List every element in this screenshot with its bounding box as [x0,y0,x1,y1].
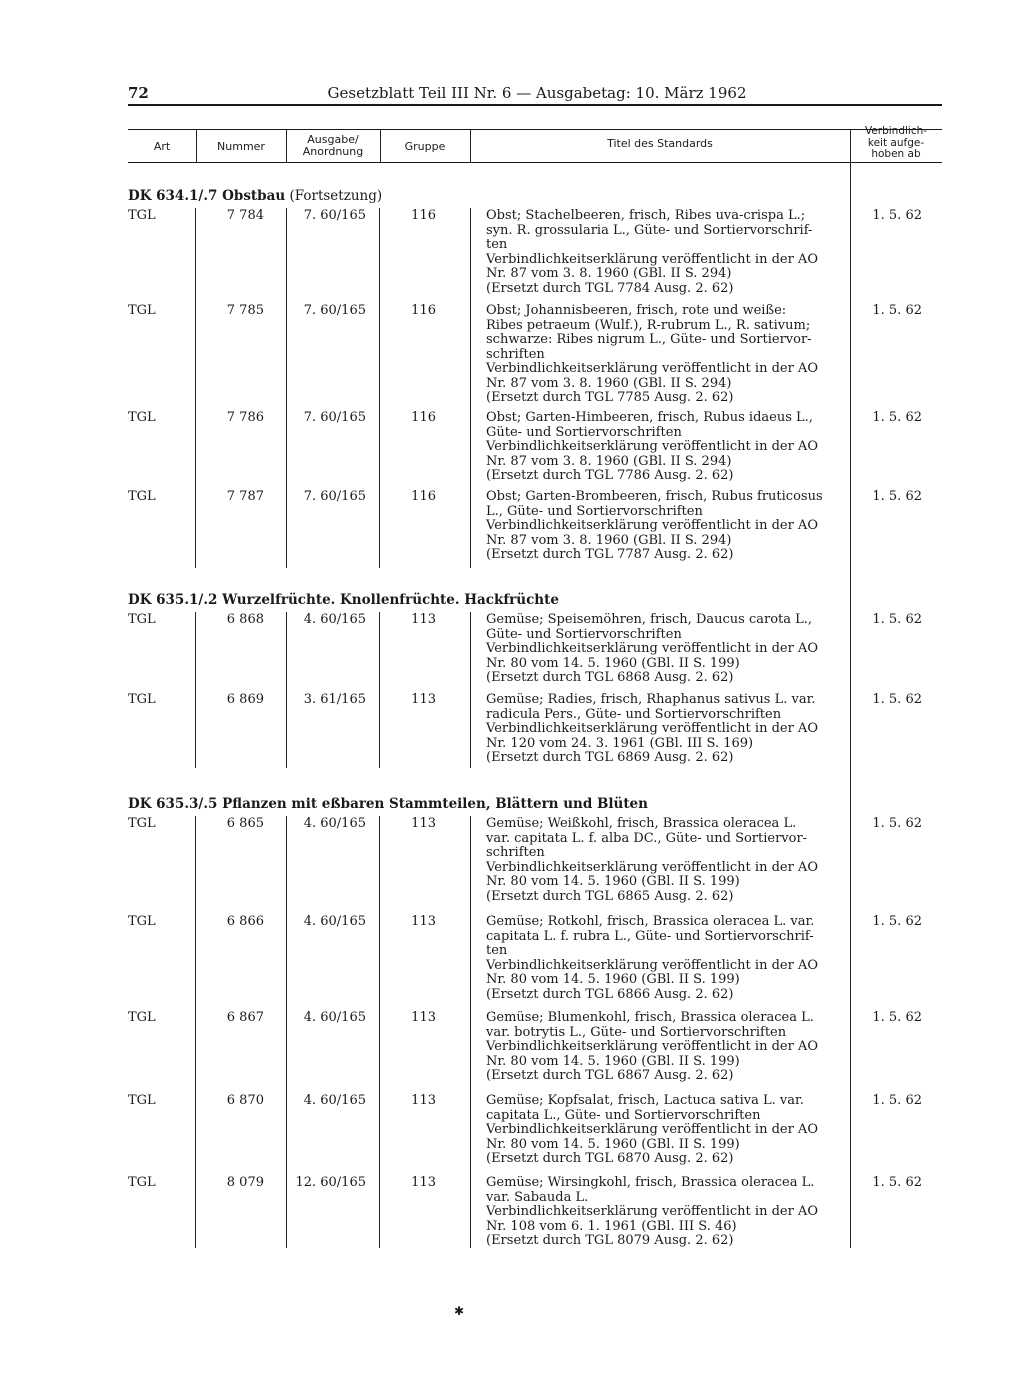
titel-line: schriften [486,346,545,362]
row-verbindlich: 1. 5. 62 [872,489,922,504]
titel-line: (Ersetzt durch TGL 7785 Ausg. 2. 62) [486,390,734,405]
titel-line: (Ersetzt durch TGL 6867 Ausg. 2. 62) [486,1068,734,1083]
titel-line: Ribes petraeum (Wulf.), R-rubrum L., R. sativum; [486,317,811,333]
column-header-verbindlich [850,126,942,161]
row-titel [486,490,846,563]
column-divider [286,612,287,768]
row-nummer: 7 787 [226,489,264,504]
row-verbindlich: 1. 5. 62 [872,1175,922,1190]
titel-line: capitata L., Güte- und Sortiervorschriften [486,1107,761,1123]
row-ausgabe: 4. 60/165 [303,1093,366,1108]
row-nummer: 7 785 [226,303,264,318]
row-art: TGL [128,1093,156,1108]
titel-line: Verbindlichkeitserklärung veröffentlicht in der AO [486,1039,818,1054]
section-title-suffix: (Fortsetzung) [285,188,383,204]
column-divider [470,208,471,568]
column-header-titel: Titel des Standards [607,137,713,150]
titel-line: (Ersetzt durch TGL 6869 Ausg. 2. 62) [486,750,734,765]
row-ausgabe: 7. 60/165 [303,489,366,504]
titel-line: Nr. 87 vom 3. 8. 1960 (GBl. II S. 294) [486,532,732,548]
column-divider [195,816,196,1248]
column-divider [195,208,196,568]
section-title [128,796,648,812]
column-header-art: Art [153,140,171,153]
titel-line: (Ersetzt durch TGL 6865 Ausg. 2. 62) [486,888,734,904]
titel-line: Verbindlichkeitserklärung veröffentlicht in der AO [486,518,818,533]
titel-line: schwarze: Ribes nigrum L., Güte- und Sortiervor- [486,332,812,347]
row-verbindlich: 1. 5. 62 [872,816,922,831]
row-art: TGL [128,816,156,831]
section-title [128,188,382,204]
titel-line: Verbindlichkeitserklärung veröffentlicht in der AO [486,859,818,875]
row-titel [486,209,846,296]
section-title [128,592,559,608]
column-header-ausgabe [286,134,380,158]
row-art: TGL [128,410,156,425]
row-verbindlich: 1. 5. 62 [872,410,922,425]
section-title-main: DK 635.3/.5 Pflanzen mit eßbaren Stammteilen, Blättern und Blüten [128,796,648,812]
titel-line: Obst; Garten-Himbeeren, frisch, Rubus idaeus L., [486,410,813,425]
row-nummer: 7 786 [226,410,264,425]
titel-line: ten [486,943,508,958]
row-verbindlich: 1. 5. 62 [872,1010,922,1025]
row-art: TGL [128,303,156,318]
page-footer-mark: ✱ [454,1304,465,1318]
column-divider [379,816,380,1248]
titel-line: Verbindlichkeitserklärung veröffentlicht in der AO [486,361,818,376]
row-verbindlich: 1. 5. 62 [872,914,922,929]
row-ausgabe: 7. 60/165 [303,303,366,318]
titel-line: Gemüse; Radies, frisch, Rhaphanus sativus L. var. [486,692,816,707]
titel-line: Gemüse; Weißkohl, frisch, Brassica oleracea L. [486,816,797,831]
titel-line: Verbindlichkeitserklärung veröffentlicht in der AO [486,721,818,736]
titel-line: Verbindlichkeitserklärung veröffentlicht in der AO [486,1204,818,1219]
row-verbindlich: 1. 5. 62 [872,303,922,318]
row-gruppe: 113 [411,692,436,707]
row-art: TGL [128,1010,156,1025]
page-number: 72 [128,84,149,102]
row-ausgabe: 4. 60/165 [303,816,366,831]
section-title-main: DK 635.1/.2 Wurzelfrüchte. Knollenfrüchte. Hackfrüchte [128,592,559,608]
section-title-main: DK 634.1/.7 Obstbau [128,188,286,204]
titel-line: Obst; Garten-Brombeeren, frisch, Rubus fruticosus [486,489,823,504]
row-art: TGL [128,1175,156,1190]
titel-line: Obst; Johannisbeeren, frisch, rote und weiße: [486,303,787,318]
row-titel [486,613,846,686]
row-art: TGL [128,489,156,504]
column-divider [470,816,471,1248]
titel-line: Gemüse; Kopfsalat, frisch, Lactuca sativa L. var. [486,1093,804,1108]
row-nummer: 6 866 [226,914,264,929]
row-verbindlich: 1. 5. 62 [872,692,922,707]
titel-line: (Ersetzt durch TGL 7786 Ausg. 2. 62) [486,468,734,483]
titel-line: var. capitata L. f. alba DC., Güte- und Sortiervor- [486,830,808,846]
titel-line: radicula Pers., Güte- und Sortiervorschriften [486,706,782,722]
row-nummer: 8 079 [226,1175,264,1190]
row-verbindlich: 1. 5. 62 [872,208,922,223]
table-top-rule [128,129,942,130]
titel-line: Nr. 87 vom 3. 8. 1960 (GBl. II S. 294) [486,375,732,391]
titel-line: (Ersetzt durch TGL 7787 Ausg. 2. 62) [486,547,734,562]
row-titel [486,915,846,1002]
titel-line: Nr. 80 vom 14. 5. 1960 (GBl. II S. 199) [486,1053,740,1069]
titel-line: (Ersetzt durch TGL 6868 Ausg. 2. 62) [486,670,734,685]
titel-line: Gemüse; Wirsingkohl, frisch, Brassica oleracea L. [486,1175,815,1190]
row-art: TGL [128,612,156,627]
titel-line: var. Sabauda L. [486,1189,589,1205]
row-ausgabe: 4. 60/165 [303,1010,366,1025]
row-gruppe: 116 [411,410,436,425]
titel-line: ten [486,237,508,252]
titel-line: syn. R. grossularia L., Güte- und Sortiervorschrif- [486,222,813,238]
header-rule [128,104,942,106]
column-divider [379,612,380,768]
column-header-gruppe: Gruppe [404,140,446,153]
column-divider [470,612,471,768]
column-header-verbindlich-line: keit aufge- [867,136,925,149]
titel-line: Nr. 80 vom 14. 5. 1960 (GBl. II S. 199) [486,972,740,987]
titel-line: Verbindlichkeitserklärung veröffentlicht in der AO [486,957,818,973]
column-divider [286,208,287,568]
row-titel [486,304,846,406]
row-nummer: 6 867 [226,1010,264,1025]
row-ausgabe: 4. 60/165 [303,612,366,627]
titel-line: Nr. 120 vom 24. 3. 1961 (GBl. III S. 169) [486,735,754,751]
titel-line: Nr. 87 vom 3. 8. 1960 (GBl. II S. 294) [486,453,732,469]
titel-line: Güte- und Sortiervorschriften [486,424,682,440]
row-ausgabe: 7. 60/165 [303,208,366,223]
titel-line: Güte- und Sortiervorschriften [486,626,682,642]
column-divider [286,816,287,1248]
row-ausgabe: 4. 60/165 [303,914,366,929]
row-gruppe: 113 [411,1093,436,1108]
column-divider [379,208,380,568]
row-art: TGL [128,692,156,707]
titel-line: capitata L. f. rubra L., Güte- und Sortiervorschrif- [486,928,814,944]
row-gruppe: 113 [411,816,436,831]
titel-line: (Ersetzt durch TGL 6870 Ausg. 2. 62) [486,1151,734,1166]
row-art: TGL [128,208,156,223]
row-nummer: 6 870 [226,1093,264,1108]
row-verbindlich: 1. 5. 62 [872,612,922,627]
row-art: TGL [128,914,156,929]
titel-line: Gemüse; Speisemöhren, frisch, Daucus carota L., [486,612,813,627]
titel-line: Verbindlichkeitserklärung veröffentlicht in der AO [486,641,818,656]
row-titel [486,1011,846,1084]
column-header-ausgabe-line: Ausgabe/ [307,133,359,146]
titel-line: Gemüse; Blumenkohl, frisch, Brassica oleracea L. [486,1010,814,1025]
row-gruppe: 116 [411,303,436,318]
row-ausgabe: 12. 60/165 [295,1175,366,1190]
titel-line: Gemüse; Rotkohl, frisch, Brassica oleracea L. var. [486,914,815,929]
column-header-verbindlich-line: Verbindlich- [864,125,928,137]
column-divider [195,612,196,768]
row-gruppe: 113 [411,1010,436,1025]
titel-line: Nr. 80 vom 14. 5. 1960 (GBl. II S. 199) [486,1136,740,1152]
titel-line: L., Güte- und Sortiervorschriften [486,503,703,519]
titel-line: Nr. 80 vom 14. 5. 1960 (GBl. II S. 199) [486,655,740,671]
page-title: Gesetzblatt Teil III Nr. 6 — Ausgabetag: 10. März 1962 [327,84,747,102]
titel-line: (Ersetzt durch TGL 7784 Ausg. 2. 62) [486,280,734,296]
titel-line: Nr. 108 vom 6. 1. 1961 (GBl. III S. 46) [486,1218,737,1234]
titel-line: schriften [486,845,545,860]
table-right-divider [850,162,851,1248]
table-head-rule [128,162,942,163]
row-titel [486,693,846,766]
column-header-nummer: Nummer [217,140,265,153]
titel-line: (Ersetzt durch TGL 6866 Ausg. 2. 62) [486,986,734,1002]
row-gruppe: 116 [411,208,436,223]
titel-line: Verbindlichkeitserklärung veröffentlicht in der AO [486,1122,818,1137]
column-header-ausgabe-line: Anordnung [302,145,364,158]
row-ausgabe: 7. 60/165 [303,410,366,425]
row-titel [486,411,846,484]
titel-line: Verbindlichkeitserklärung veröffentlicht in der AO [486,251,818,267]
titel-line: Nr. 80 vom 14. 5. 1960 (GBl. II S. 199) [486,874,740,889]
row-ausgabe: 3. 61/165 [303,692,366,707]
titel-line: var. botrytis L., Güte- und Sortiervorschriften [486,1024,787,1040]
row-gruppe: 113 [411,914,436,929]
row-titel [486,1094,846,1167]
row-verbindlich: 1. 5. 62 [872,1093,922,1108]
titel-line: Verbindlichkeitserklärung veröffentlicht in der AO [486,439,818,454]
titel-line: Obst; Stachelbeeren, frisch, Ribes uva-crispa L.; [486,208,806,223]
row-gruppe: 113 [411,1175,436,1190]
row-titel [486,1176,846,1249]
titel-line: Nr. 87 vom 3. 8. 1960 (GBl. II S. 294) [486,266,732,281]
titel-line: (Ersetzt durch TGL 8079 Ausg. 2. 62) [486,1233,734,1248]
row-gruppe: 113 [411,612,436,627]
row-nummer: 6 869 [226,692,264,707]
row-nummer: 7 784 [226,208,264,223]
row-nummer: 6 868 [226,612,264,627]
row-gruppe: 116 [411,489,436,504]
row-nummer: 6 865 [226,816,264,831]
row-titel [486,817,846,904]
column-header-verbindlich-line: hoben ab [871,148,921,160]
